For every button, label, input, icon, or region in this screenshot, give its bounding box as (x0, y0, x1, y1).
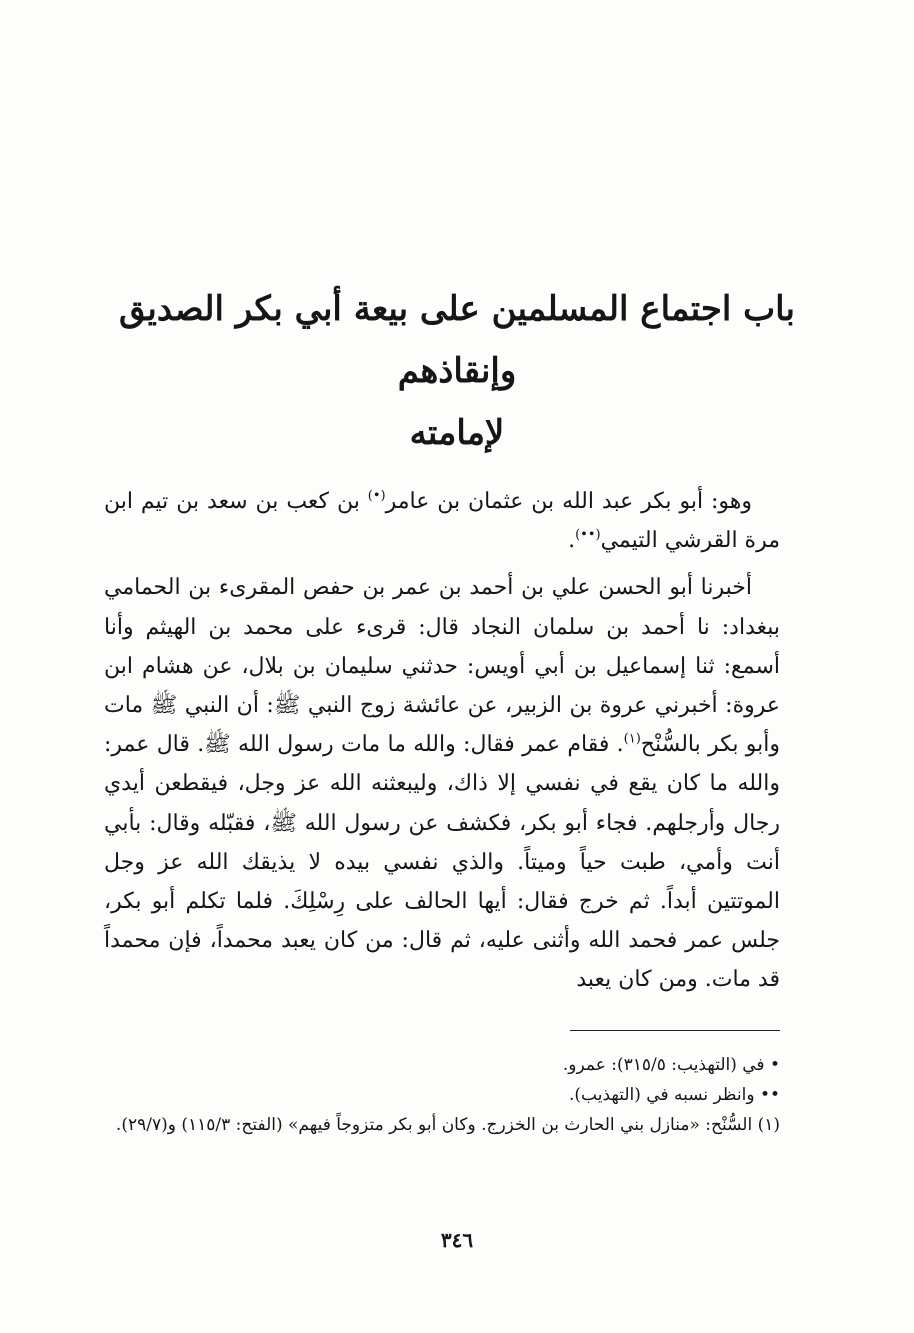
footnote-marker: (•) (367, 488, 386, 504)
footnotes (104, 1050, 780, 1140)
footnote-3: (١) السُّنْح: «منازل بني الحارث بن الخزرج. وكان أبو بكر متزوجاً فيهم» (الفتح: ١١٥/٣) و(٢٩/٧). (115, 1115, 780, 1135)
chapter-title-line-2: لإمامته (409, 413, 505, 453)
paragraph-lineage (104, 482, 780, 560)
page-number: ٣٤٦ (440, 1228, 474, 1252)
chapter-title-line-1: باب اجتماع المسلمين على بيعة أبي بكر الصديق وإنقاذهم (119, 289, 795, 391)
paragraph-text: . (568, 528, 576, 554)
paragraph-text: أخبرنا أبو الحسن علي بن أحمد بن عمر بن حفص المقرىء بن الحمامي ببغداد: نا أحمد بن سلمان النجاد قال: قرىء على محمد بن الهيثم وأنا أسمع: ثنا إسماعيل بن أبي أويس: حدثني سليمان بن بلال، عن هشام ابن عروة: أخبرني عروة بن الزبير، عن عائشة زوج النبي ﷺ: أن النبي ﷺ مات وأبو بكر بالسُّنْح (104, 575, 780, 758)
paragraph-text: وهو: أبو بكر عبد الله بن عثمان بن عامر (385, 489, 752, 514)
footnote-marker: (١) (623, 731, 641, 747)
footnote-1: • في (التهذيب: ٣١٥/٥): عمرو. (562, 1055, 780, 1075)
paragraph-text: بن كعب بن سعد بن تيم ابن مرة القرشي التيمي (104, 489, 780, 554)
main-text (104, 482, 780, 1000)
paragraph-hadith (104, 568, 780, 999)
chapter-title (90, 278, 824, 464)
paragraph-text: . فقام عمر فقال: والله ما مات رسول الله ﷺ. قال عمر: والله ما كان يقع في نفسي إلا ذاك، وليبعثنه الله عز وجل، فيقطعن أيدي رجال وأرجلهم. فجاء أبو بكر، فكشف عن رسول الله ﷺ، فقبّله وقال: بأبي أنت وأمي، طبت حياً وميتاً. والذي نفسي بيده لا يذيقك الله عز وجل الموتتين أبداً. ثم خرج فقال: أيها الحالف على رِسْلِكَ. فلما تكلم أبو بكر، جلس عمر فحمد الله وأثنى عليه، ثم قال: من كان يعبد محمداً، فإن محمداً قد مات. ومن كان يعبد (104, 732, 780, 993)
footnote-divider (570, 1030, 780, 1031)
footnote-2: •• وانظر نسبه في (التهذيب). (569, 1085, 780, 1105)
footnote-marker: (••) (575, 527, 601, 543)
